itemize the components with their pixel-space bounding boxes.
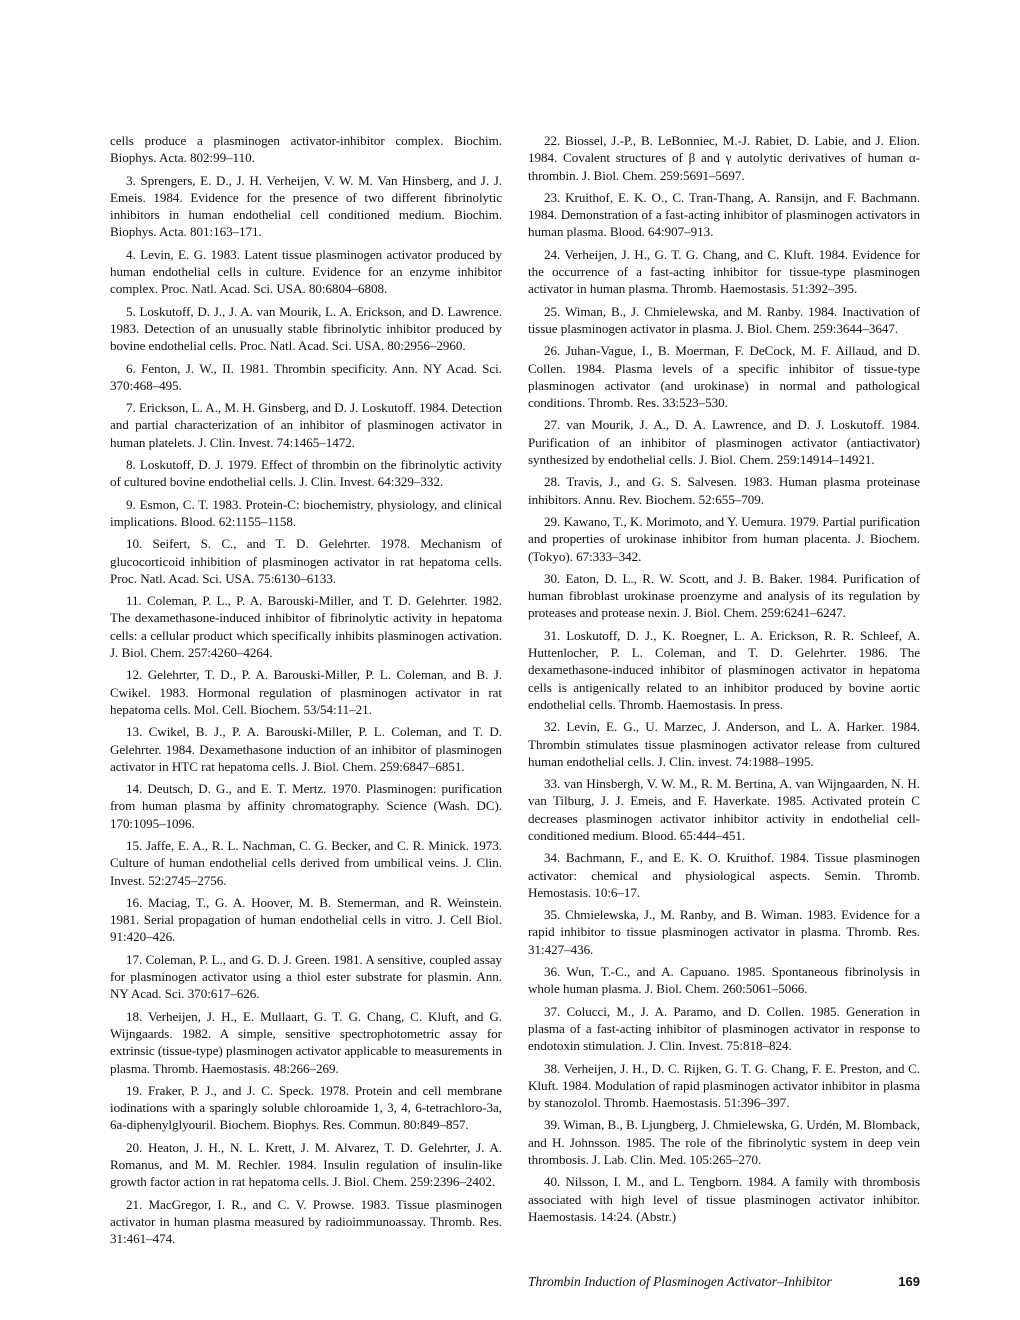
reference-entry — [528, 963, 920, 998]
reference-entry — [110, 535, 502, 587]
reference-text: 13. Cwikel, B. J., P. A. Barouski-Miller, P. L. Coleman, and T. D. Gelehrter. 1984. Dexamethasone induction of an inhibitor of plasminogen activator in HTC rat hepatoma cells. J. Biol. Chem. 259:6847–6851. — [110, 724, 502, 774]
reference-entry — [528, 513, 920, 565]
reference-text: 10. Seifert, S. C., and T. D. Gelehrter. 1978. Mechanism of glucocorticoid inhibition of plasminogen activator in rat hepatoma cells. Proc. Natl. Acad. Sci. USA. 75:6130–6133. — [110, 536, 502, 586]
reference-entry — [110, 951, 502, 1003]
reference-entry — [528, 1116, 920, 1168]
reference-entry — [528, 718, 920, 770]
reference-entry — [110, 592, 502, 661]
reference-text: 22. Biossel, J.-P., B. LeBonniec, M.-J. Rabiet, D. Labie, and J. Elion. 1984. Covalent structures of β and γ autolytic derivatives of human α-thrombin. J. Biol. Chem. 259:5691–5697. — [528, 133, 920, 183]
reference-text: cells produce a plasminogen activator-inhibitor complex. Biochim. Biophys. Acta. 802:99–110. — [110, 133, 502, 166]
reference-text: 19. Fraker, P. J., and J. C. Speck. 1978. Protein and cell membrane iodinations with a sparingly soluble chloroamide 1, 3, 4, 6-tetrachloro-3a, 6a-diphenylglyouril. Biochem. Biophys. Res. Commun. 80:849–857. — [110, 1082, 502, 1133]
reference-text: 5. Loskutoff, D. J., J. A. van Mourik, L. A. Erickson, and D. Lawrence. 1983. Detection of an unusually stable fibrinolytic inhibitor produced by bovine endothelial cells. Proc. Natl. Acad. Sci. USA. 80:2956–2960. — [110, 303, 502, 354]
reference-entry — [110, 246, 502, 298]
reference-entry — [110, 723, 502, 775]
references-left-column — [110, 132, 502, 1253]
reference-text: 21. MacGregor, I. R., and C. V. Prowse. 1983. Tissue plasminogen activator in human plasma measured by radioimmunoassay. Thromb. Res. 31:461–474. — [110, 1196, 502, 1247]
reference-entry — [110, 1008, 502, 1077]
reference-text: 40. Nilsson, I. M., and L. Tengborn. 1984. A family with thrombosis associated with high level of tissue plasminogen activator inhibitor. Haemostasis. 14:24. (Abstr.) — [528, 1174, 920, 1224]
reference-entry — [110, 837, 502, 889]
reference-text: 33. van Hinsbergh, V. W. M., R. M. Bertina, A. van Wijngaarden, N. H. van Tilburg, J. J. Emeis, and F. Haverkate. 1985. Activated protein C decreases plasminogen activator inhibitor activity in endothelial cell-conditioned medium. Blood. 65:444–451. — [528, 776, 920, 843]
reference-text: 16. Maciag, T., G. A. Hoover, M. B. Stemerman, and R. Weinstein. 1981. Serial propagation of human endothelial cells in vitro. J. Cell Biol. 91:420–426. — [110, 894, 502, 945]
reference-text: 8. Loskutoff, D. J. 1979. Effect of thrombin on the fibrinolytic activity of cultured bovine endothelial cells. J. Clin. Invest. 64:329–332. — [110, 457, 502, 490]
reference-text: 26. Juhan-Vague, I., B. Moerman, F. DeCock, M. F. Aillaud, and D. Collen. 1984. Plasma levels of a specific inhibitor of tissue-type plasminogen activator (and urokinase) in normal and pathological conditions. Thromb. Res. 33:523–530. — [528, 343, 920, 411]
reference-text: 37. Colucci, M., J. A. Paramo, and D. Collen. 1985. Generation in plasma of a fast-acting inhibitor of plasminogen activator in response to endotoxin stimulation. J. Clin. Invest. 75:818–824. — [528, 1003, 920, 1054]
reference-entry — [528, 570, 920, 622]
reference-entry — [528, 1173, 920, 1225]
reference-entry — [528, 1003, 920, 1055]
reference-text: 34. Bachmann, F., and E. K. O. Kruithof. 1984. Tissue plasminogen activator: chemical and physiological aspects. Semin. Thromb. Hemostasis. 10:6–17. — [528, 850, 920, 900]
reference-entry — [528, 342, 920, 411]
reference-entry — [528, 1060, 920, 1112]
reference-text: 9. Esmon, C. T. 1983. Protein-C: biochemistry, physiology, and clinical implications. Blood. 62:1155–1158. — [110, 496, 502, 529]
reference-entry — [110, 132, 502, 167]
page-number: 169 — [898, 1274, 920, 1289]
reference-text: 20. Heaton, J. H., N. L. Krett, J. M. Alvarez, T. D. Gelehrter, J. A. Romanus, and M. M. Rechler. 1984. Insulin regulation of insulin-like growth factor action in rat hepatoma cells. J. Biol. Chem. 259:2396–2402. — [110, 1139, 502, 1190]
reference-text: 18. Verheijen, J. H., E. Mullaart, G. T. G. Chang, C. Kluft, and G. Wijngaards. 1982. A simple, sensitive spectrophotometric assay for extrinsic (tissue-type) plasminogen activator applicable to measurements in plasma. Thromb. Haemostasis. 48:266–269. — [110, 1008, 502, 1076]
reference-text: 3. Sprengers, E. D., J. H. Verheijen, V. W. M. Van Hinsberg, and J. J. Emeis. 1984. Evidence for the presence of two different fibrinolytic inhibitors in human endothelial cell conditioned medium. Biochim. Biophys. Acta. 801:163–171. — [110, 172, 502, 240]
reference-entry — [528, 132, 920, 184]
reference-text: 12. Gelehrter, T. D., P. A. Barouski-Miller, P. L. Coleman, and B. J. Cwikel. 1983. Hormonal regulation of plasminogen activator in rat hepatoma cells. Mol. Cell. Biochem. 53/54:11–21. — [110, 667, 502, 717]
reference-text: 32. Levin, E. G., U. Marzec, J. Anderson, and L. A. Harker. 1984. Thrombin stimulates tissue plasminogen activator release from cultured human endothelial cells. J. Clin. invest. 74:1988–1995. — [528, 719, 920, 769]
reference-entry — [110, 399, 502, 451]
reference-entry — [110, 360, 502, 395]
reference-text: 11. Coleman, P. L., P. A. Barouski-Miller, and T. D. Gelehrter. 1982. The dexamethasone-induced inhibitor of fibrinolytic activity in hepatoma cells: a cellular product which specifically inhibits plasminogen activation. J. Biol. Chem. 257:4260–4264. — [110, 593, 502, 661]
reference-entry — [528, 849, 920, 901]
reference-entry — [110, 780, 502, 832]
reference-text: 28. Travis, J., and G. S. Salvesen. 1983. Human plasma proteinase inhibitors. Annu. Rev. Biochem. 52:655–709. — [528, 474, 920, 507]
reference-text: 36. Wun, T.-C., and A. Capuano. 1985. Spontaneous fibrinolysis in whole human plasma. J. Biol. Chem. 260:5061–5066. — [528, 964, 920, 997]
reference-text: 14. Deutsch, D. G., and E. T. Mertz. 1970. Plasminogen: purification from human plasma by affinity chromatography. Science (Wash. DC). 170:1095–1096. — [110, 781, 502, 831]
reference-entry — [528, 416, 920, 468]
reference-text: 27. van Mourik, J. A., D. A. Lawrence, and D. J. Loskutoff. 1984. Purification of an inhibitor of plasminogen activator (antiactivator) synthesized by endothelial cells. J. Biol. Chem. 259:14914–14921. — [528, 417, 920, 468]
reference-text: 24. Verheijen, J. H., G. T. G. Chang, and C. Kluft. 1984. Evidence for the occurrence of a fast-acting inhibitor for tissue-type plasminogen activator in human plasma. Thromb. Haemostasis. 51:392–395. — [528, 246, 920, 297]
reference-entry — [110, 894, 502, 946]
reference-text: 29. Kawano, T., K. Morimoto, and Y. Uemura. 1979. Partial purification and properties of urokinase inhibitor from human placenta. J. Biochem. (Tokyo). 67:333–342. — [528, 513, 920, 564]
reference-entry — [110, 496, 502, 531]
reference-text: 39. Wiman, B., B. Ljungberg, J. Chmielewska, G. Urdén, M. Blomback, and H. Johnsson. 1985. The role of the fibrinolytic system in deep vein thrombosis. J. Lab. Clin. Med. 105:265–270. — [528, 1117, 920, 1168]
reference-entry — [528, 246, 920, 298]
reference-entry — [110, 172, 502, 241]
reference-text: 15. Jaffe, E. A., R. L. Nachman, C. G. Becker, and C. R. Minick. 1973. Culture of human endothelial cells derived from umbilical veins. J. Clin. Invest. 52:2745–2756. — [110, 837, 502, 888]
reference-entry — [528, 627, 920, 713]
reference-entry — [110, 303, 502, 355]
reference-entry — [528, 189, 920, 241]
reference-entry — [110, 1082, 502, 1134]
reference-text: 38. Verheijen, J. H., D. C. Rijken, G. T. G. Chang, F. E. Preston, and C. Kluft. 1984. Modulation of rapid plasminogen activator inhibitor in plasma by stanozolol. Thromb. Haemostasis. 51:396–397. — [528, 1060, 920, 1111]
reference-entry — [110, 456, 502, 491]
reference-entry — [528, 775, 920, 844]
reference-text: 25. Wiman, B., J. Chmielewska, and M. Ranby. 1984. Inactivation of tissue plasminogen activator in plasma. J. Biol. Chem. 259:3644–3647. — [528, 303, 920, 336]
reference-text: 7. Erickson, L. A., M. H. Ginsberg, and D. J. Loskutoff. 1984. Detection and partial characterization of an inhibitor of plasminogen activator in human platelets. J. Clin. Invest. 74:1465–1472. — [110, 400, 502, 450]
reference-text: 6. Fenton, J. W., II. 1981. Thrombin specificity. Ann. NY Acad. Sci. 370:468–495. — [110, 360, 502, 393]
reference-entry — [528, 473, 920, 508]
reference-text: 4. Levin, E. G. 1983. Latent tissue plasminogen activator produced by human endothelial cells in culture. Evidence for an enzyme inhibitor complex. Proc. Natl. Acad. Sci. USA. 80:6804–6808. — [110, 246, 502, 297]
references-right-column — [528, 132, 920, 1230]
reference-entry — [110, 1196, 502, 1248]
reference-entry — [528, 303, 920, 338]
reference-text: 23. Kruithof, E. K. O., C. Tran-Thang, A. Ransijn, and F. Bachmann. 1984. Demonstration of a fast-acting inhibitor of plasminogen activators in human plasma. Blood. 64:907–913. — [528, 189, 920, 240]
reference-text: 31. Loskutoff, D. J., K. Roegner, L. A. Erickson, R. R. Schleef, A. Huttenlocher, P. L. Coleman, and T. D. Gelehrter. 1986. The dexamethasone-induced inhibitor of plasminogen activator in hepatoma cells is antigenically related to an inhibitor produced by bovine aortic endothelial cells. Thromb. Haemostasis. In press. — [528, 627, 920, 712]
reference-text: 35. Chmielewska, J., M. Ranby, and B. Wiman. 1983. Evidence for a rapid inhibitor to tissue plasminogen activator in plasma. Thromb. Res. 31:427–436. — [528, 907, 920, 957]
reference-entry — [110, 1139, 502, 1191]
reference-text: 30. Eaton, D. L., R. W. Scott, and J. B. Baker. 1984. Purification of human fibroblast urokinase proenzyme and analysis of its regulation by proteases and protease nexin. J. Biol. Chem. 259:6241–6247. — [528, 570, 920, 621]
running-title: Thrombin Induction of Plasminogen Activator–Inhibitor — [528, 1274, 832, 1289]
reference-entry — [110, 666, 502, 718]
reference-text: 17. Coleman, P. L., and G. D. J. Green. 1981. A sensitive, coupled assay for plasminogen activator using a thiol ester substrate for plasmin. Ann. NY Acad. Sci. 370:617–626. — [110, 951, 502, 1002]
reference-entry — [528, 906, 920, 958]
